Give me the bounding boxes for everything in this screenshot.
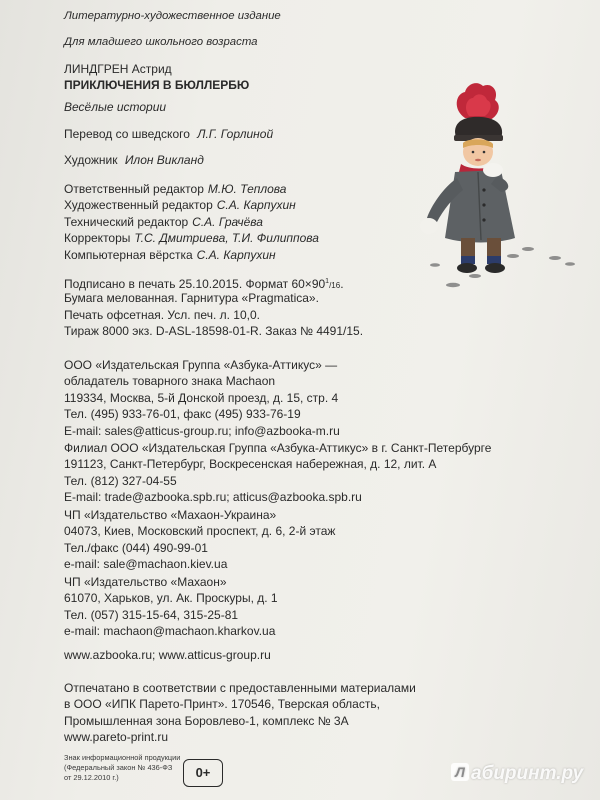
age-group: Для младшего школьного возраста	[64, 36, 258, 48]
publisher-kharkov: ЧП «Издательство «Махаон» 61070, Харьков, ул. Ак. Проскуры, д. 1 Тел. (057) 315-15-64, 315-25-81 e-mail: machaon@machaon.kharkov.ua	[64, 575, 278, 639]
editor-row: Художественный редактор С.А. Карпухин	[64, 198, 296, 213]
print-line: Бумага мелованная. Гарнитура «Pragmatica».	[64, 291, 319, 306]
editor-row: Компьютерная вёрстка С.А. Карпухин	[64, 247, 276, 262]
watermark-logo: Л	[451, 763, 469, 781]
author: ЛИНДГРЕН Астрид	[64, 62, 172, 76]
editors-list	[64, 181, 319, 263]
editor-row: Технический редактор С.А. Грачёва	[64, 214, 263, 229]
book-title: ПРИКЛЮЧЕНИЯ В БЮЛЛЕРБЮ	[64, 78, 250, 92]
editor-row: Ответственный редактор М.Ю. Теплова	[64, 182, 287, 196]
publisher-kiev: ЧП «Издательство «Махаон-Украина» 04073, Киев, Московский проспект, д. 6, 2-й этаж Тел./факс (044) 490-99-01 e-mail: sale@machaon.kiev.ua	[64, 508, 336, 572]
print-line: Подписано в печать 25.10.2015. Формат $60\times 90^1/16$.	[64, 277, 344, 291]
shoe-icon	[485, 263, 505, 273]
artist-name: Илон Викланд	[124, 153, 204, 167]
websites: www.azbooka.ru; www.atticus-group.ru	[64, 648, 271, 662]
watermark	[451, 763, 583, 785]
info-product-sign: Знак информационной продукции (Федеральный закон № 436-ФЗ от 29.12.2010 г.)	[64, 753, 181, 782]
printer-info: Отпечатано в соответствии с предоставленными материалами в ООО «ИПК Парето-Принт». 170546, Тверская область, Промышленная зона Боровлево-1, комплекс № 3А www.pareto-print.ru	[64, 681, 416, 745]
print-line: Печать офсетная. Усл. печ. л. 10,0.	[64, 307, 260, 322]
print-line: Тираж 8000 экз. D-ASL-18598-01-R. Заказ № 4491/15.	[64, 324, 364, 339]
child-illustration	[405, 80, 585, 300]
book-subtitle: Весёлые истории	[64, 100, 167, 114]
translator-name: Л.Г. Горлиной	[197, 127, 274, 141]
edition-type: Литературно-художественное издание	[64, 10, 281, 22]
mitten-icon	[420, 218, 438, 234]
snowball-icon	[483, 163, 503, 177]
artist-label: Художник	[64, 153, 118, 167]
age-rating-badge: 0+	[183, 759, 223, 787]
editor-row: Корректоры Т.С. Дмитриева, Т.И. Филиппова	[64, 231, 319, 246]
hat-plume-icon	[457, 83, 499, 120]
print-info	[64, 274, 363, 340]
publisher-spb: Филиал ООО «Издательская Группа «Азбука-Аттикус» в г. Санкт-Петербурге 191123, Санкт-Петербург, Воскресенская набережная, д. 12, лит. А Тел. (812) 327-04-55 E-mail: trade@azbooka.spb.ru; atticus@azbooka.spb.ru	[64, 441, 492, 505]
translation-line	[64, 126, 273, 142]
translation-label: Перевод со шведского	[64, 127, 190, 141]
artist-line	[64, 152, 204, 168]
shoe-icon	[457, 263, 477, 273]
publisher-moscow: ООО «Издательская Группа «Азбука-Аттикус» — обладатель товарного знака Machaon 119334, Москва, 5-й Донской проезд, д. 15, стр. 4 Тел. (495) 933-76-01, факс (495) 933-76-19 E-mail: sales@atticus-group.ru; info@azbooka-m.ru	[64, 358, 340, 438]
watermark-text: абиринт.ру	[471, 763, 584, 784]
